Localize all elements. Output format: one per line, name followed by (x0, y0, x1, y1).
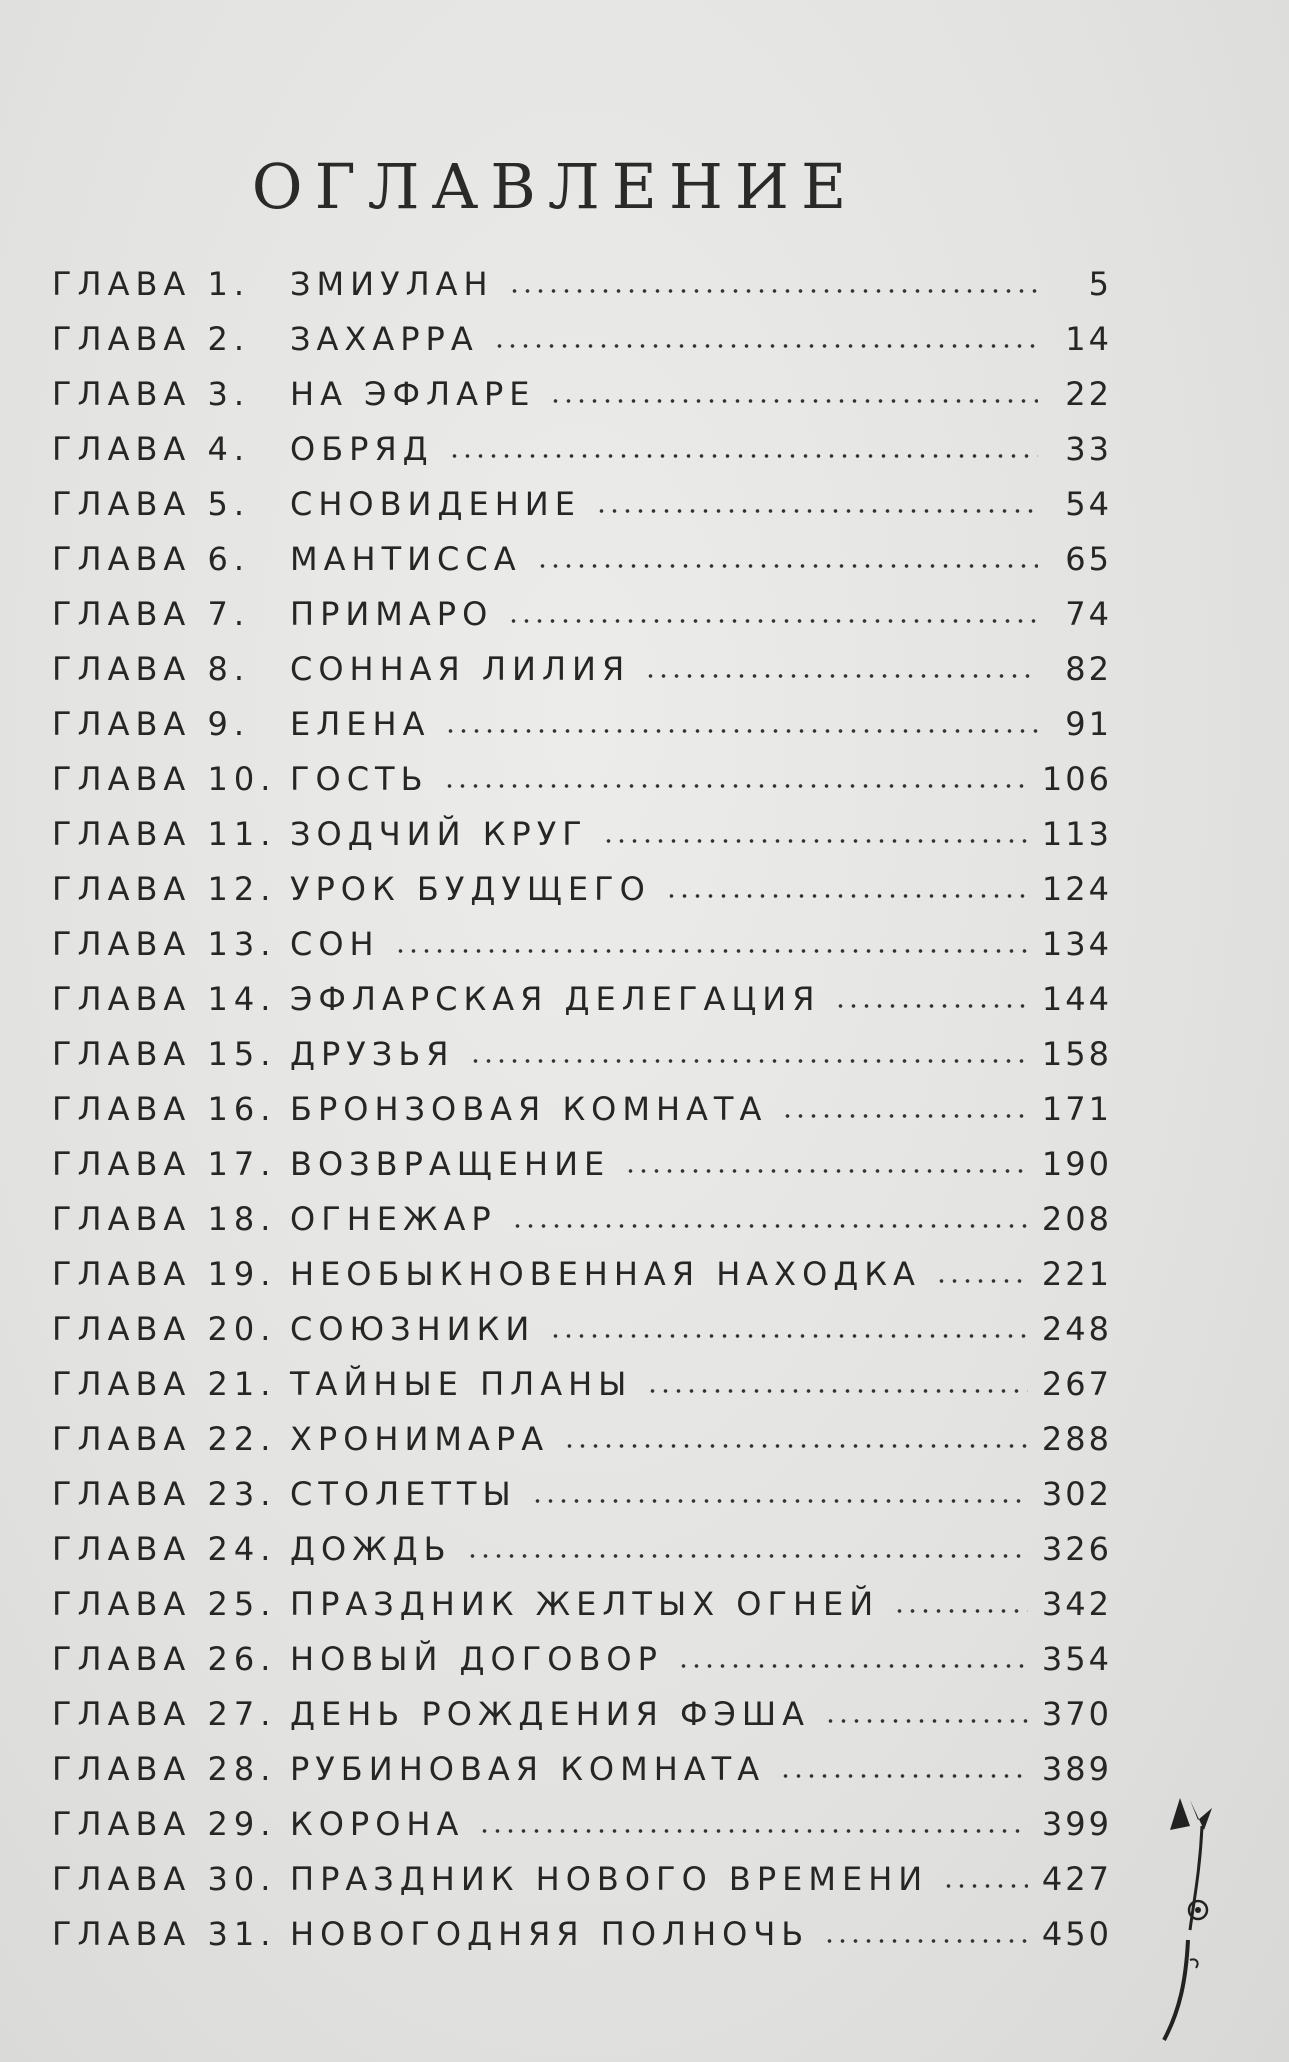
dot-leader (665, 894, 1028, 898)
chapter-label: ГЛАВА 18. (52, 1200, 277, 1238)
toc-row[interactable] (52, 1678, 1112, 1733)
chapter-page-number: 33 (1065, 430, 1112, 468)
chapter-label: ГЛАВА 28. (52, 1750, 277, 1788)
toc-row[interactable] (52, 1568, 1112, 1623)
chapter-page-number: 113 (1041, 815, 1112, 853)
dot-leader (893, 1609, 1028, 1613)
chapter-name: ВОЗВРАЩЕНИЕ (290, 1145, 611, 1183)
dot-leader (443, 784, 1028, 788)
chapter-name: БРОНЗОВАЯ КОМНАТА (290, 1090, 768, 1128)
dot-leader (448, 454, 1038, 458)
toc-row[interactable] (52, 1733, 1112, 1788)
chapter-label: ГЛАВА 24. (52, 1530, 277, 1568)
chapter-label: ГЛАВА 30. (52, 1860, 277, 1898)
chapter-name: ЕЛЕНА (290, 705, 431, 743)
chapter-name: НА ЭФЛАРЕ (290, 375, 536, 413)
toc-row[interactable] (52, 413, 1112, 468)
toc-row[interactable] (52, 633, 1112, 688)
toc-row[interactable] (52, 1623, 1112, 1678)
dot-leader (511, 1224, 1028, 1228)
chapter-page-number: 144 (1041, 980, 1112, 1018)
chapter-label: ГЛАВА 7. (52, 595, 251, 633)
chapter-page-number: 65 (1065, 540, 1112, 578)
chapter-name: СОННАЯ ЛИЛИЯ (290, 650, 631, 688)
chapter-label: ГЛАВА 25. (52, 1585, 277, 1623)
chapter-name: ДРУЗЬЯ (290, 1035, 455, 1073)
chapter-page-number: 288 (1041, 1420, 1112, 1458)
chapter-name: ДОЖДЬ (290, 1530, 452, 1568)
chapter-name: ОБРЯД (290, 430, 434, 468)
toc-row[interactable] (52, 1348, 1112, 1403)
chapter-page-number: 134 (1041, 925, 1112, 963)
chapter-name: НОВОГОДНЯЯ ПОЛНОЧЬ (290, 1915, 810, 1953)
chapter-label: ГЛАВА 12. (52, 870, 277, 908)
dot-leader (536, 564, 1038, 568)
chapter-name: ЗАХАРРА (290, 320, 479, 358)
chapter-label: ГЛАВА 21. (52, 1365, 277, 1403)
chapter-page-number: 106 (1041, 760, 1112, 798)
chapter-page-number: 22 (1065, 375, 1112, 413)
dot-leader (549, 399, 1038, 403)
toc-row[interactable] (52, 1458, 1112, 1513)
chapter-page-number: 354 (1041, 1640, 1112, 1678)
chapter-label: ГЛАВА 5. (52, 485, 251, 523)
chapter-name: ТАЙНЫЕ ПЛАНЫ (290, 1365, 633, 1403)
chapter-label: ГЛАВА 4. (52, 430, 251, 468)
chapter-page-number: 450 (1041, 1915, 1112, 1953)
chapter-page-number: 326 (1041, 1530, 1112, 1568)
toc-row[interactable] (52, 358, 1112, 413)
chapter-page-number: 54 (1065, 485, 1112, 523)
chapter-name: КОРОНА (290, 1805, 465, 1843)
chapter-page-number: 124 (1041, 870, 1112, 908)
flourish-arrow-icon (1150, 1790, 1240, 2050)
chapter-label: ГЛАВА 22. (52, 1420, 277, 1458)
chapter-name: ХРОНИМАРА (290, 1420, 550, 1458)
chapter-name: НОВЫЙ ДОГОВОР (290, 1640, 663, 1678)
dot-leader (563, 1444, 1028, 1448)
chapter-name: ПРАЗДНИК ЖЕЛТЫХ ОГНЕЙ (290, 1585, 880, 1623)
chapter-label: ГЛАВА 23. (52, 1475, 277, 1513)
chapter-page-number: 82 (1065, 650, 1112, 688)
toc-row[interactable] (52, 1788, 1112, 1843)
chapter-label: ГЛАВА 17. (52, 1145, 277, 1183)
chapter-label: ГЛАВА 3. (52, 375, 251, 413)
dot-leader (466, 1554, 1028, 1558)
chapter-page-number: 248 (1041, 1310, 1112, 1348)
dot-leader (595, 509, 1038, 513)
chapter-name: СНОВИДЕНИЕ (290, 485, 581, 523)
chapter-label: ГЛАВА 19. (52, 1255, 277, 1293)
dot-leader (942, 1884, 1028, 1888)
chapter-page-number: 221 (1041, 1255, 1112, 1293)
chapter-label: ГЛАВА 8. (52, 650, 251, 688)
chapter-name: ЭФЛАРСКАЯ ДЕЛЕГАЦИЯ (290, 980, 821, 1018)
chapter-label: ГЛАВА 13. (52, 925, 277, 963)
chapter-name: УРОК БУДУЩЕГО (290, 870, 651, 908)
chapter-page-number: 370 (1041, 1695, 1112, 1733)
chapter-label: ГЛАВА 29. (52, 1805, 277, 1843)
chapter-page-number: 74 (1065, 595, 1112, 633)
chapter-name: СТОЛЕТТЫ (290, 1475, 517, 1513)
dot-leader (602, 839, 1028, 843)
toc-row[interactable] (52, 853, 1112, 908)
chapter-name: ГОСТЬ (290, 760, 429, 798)
toc-row[interactable] (52, 303, 1112, 358)
chapter-page-number: 399 (1041, 1805, 1112, 1843)
chapter-label: ГЛАВА 11. (52, 815, 277, 853)
toc-row[interactable] (52, 1403, 1112, 1458)
dot-leader (508, 289, 1038, 293)
toc-row[interactable] (52, 798, 1112, 853)
chapter-page-number: 302 (1041, 1475, 1112, 1513)
chapter-label: ГЛАВА 31. (52, 1915, 277, 1953)
toc-row[interactable] (52, 1843, 1112, 1898)
toc-row[interactable] (52, 1128, 1112, 1183)
chapter-name: ОГНЕЖАР (290, 1200, 497, 1238)
dot-leader (478, 1829, 1028, 1833)
dot-leader (644, 674, 1038, 678)
toc-row[interactable] (52, 578, 1112, 633)
dot-leader (493, 344, 1038, 348)
chapter-label: ГЛАВА 9. (52, 705, 251, 743)
chapter-label: ГЛАВА 15. (52, 1035, 277, 1073)
dot-leader (823, 1939, 1028, 1943)
toc-row[interactable] (52, 1238, 1112, 1293)
chapter-name: СОЮЗНИКИ (290, 1310, 536, 1348)
chapter-page-number: 91 (1065, 705, 1112, 743)
page-title: ОГЛАВЛЕНИЕ (251, 149, 859, 223)
chapter-name: НЕОБЫКНОВЕННАЯ НАХОДКА (290, 1255, 921, 1293)
chapter-page-number: 158 (1041, 1035, 1112, 1073)
dot-leader (549, 1334, 1028, 1338)
chapter-name: ПРИМАРО (290, 595, 494, 633)
chapter-label: ГЛАВА 6. (52, 540, 251, 578)
chapter-page-number: 5 (1088, 265, 1112, 303)
dot-leader (834, 1004, 1028, 1008)
toc-row[interactable] (52, 1513, 1112, 1568)
dot-leader (779, 1774, 1028, 1778)
chapter-label: ГЛАВА 1. (52, 265, 251, 303)
chapter-page-number: 342 (1041, 1585, 1112, 1623)
dot-leader (781, 1114, 1028, 1118)
chapter-page-number: 171 (1041, 1090, 1112, 1128)
dot-leader (394, 949, 1028, 953)
toc-row[interactable] (52, 1073, 1112, 1128)
toc-row[interactable] (52, 1293, 1112, 1348)
toc-row[interactable] (52, 1183, 1112, 1238)
toc-row[interactable] (52, 248, 1112, 303)
toc-row[interactable] (52, 908, 1112, 963)
dot-leader (824, 1719, 1028, 1723)
toc-row[interactable] (52, 1898, 1112, 1953)
chapter-page-number: 190 (1041, 1145, 1112, 1183)
chapter-name: ПРАЗДНИК НОВОГО ВРЕМЕНИ (290, 1860, 929, 1898)
toc-row[interactable] (52, 468, 1112, 523)
chapter-page-number: 14 (1065, 320, 1112, 358)
chapter-label: ГЛАВА 14. (52, 980, 277, 1018)
chapter-name: ЗОДЧИЙ КРУГ (290, 815, 588, 853)
chapter-name: СОН (290, 925, 380, 963)
toc-row[interactable] (52, 688, 1112, 743)
chapter-label: ГЛАВА 10. (52, 760, 277, 798)
chapter-name: РУБИНОВАЯ КОМНАТА (290, 1750, 766, 1788)
table-of-contents (52, 248, 1112, 1953)
chapter-page-number: 208 (1041, 1200, 1112, 1238)
chapter-label: ГЛАВА 2. (52, 320, 251, 358)
dot-leader (444, 729, 1038, 733)
toc-row[interactable] (52, 523, 1112, 578)
toc-row[interactable] (52, 963, 1112, 1018)
toc-row[interactable] (52, 743, 1112, 798)
chapter-name: МАНТИССА (290, 540, 522, 578)
dot-leader (507, 619, 1038, 623)
dot-leader (646, 1389, 1028, 1393)
chapter-label: ГЛАВА 20. (52, 1310, 277, 1348)
dot-leader (469, 1059, 1028, 1063)
dot-leader (531, 1499, 1028, 1503)
chapter-label: ГЛАВА 26. (52, 1640, 277, 1678)
dot-leader (624, 1169, 1028, 1173)
chapter-page-number: 267 (1041, 1365, 1112, 1403)
chapter-name: ДЕНЬ РОЖДЕНИЯ ФЭША (290, 1695, 810, 1733)
chapter-label: ГЛАВА 16. (52, 1090, 277, 1128)
toc-row[interactable] (52, 1018, 1112, 1073)
dot-leader (677, 1664, 1028, 1668)
chapter-name: ЗМИУЛАН (290, 265, 494, 303)
chapter-page-number: 427 (1041, 1860, 1112, 1898)
chapter-label: ГЛАВА 27. (52, 1695, 277, 1733)
dot-leader (935, 1279, 1028, 1283)
chapter-page-number: 389 (1041, 1750, 1112, 1788)
